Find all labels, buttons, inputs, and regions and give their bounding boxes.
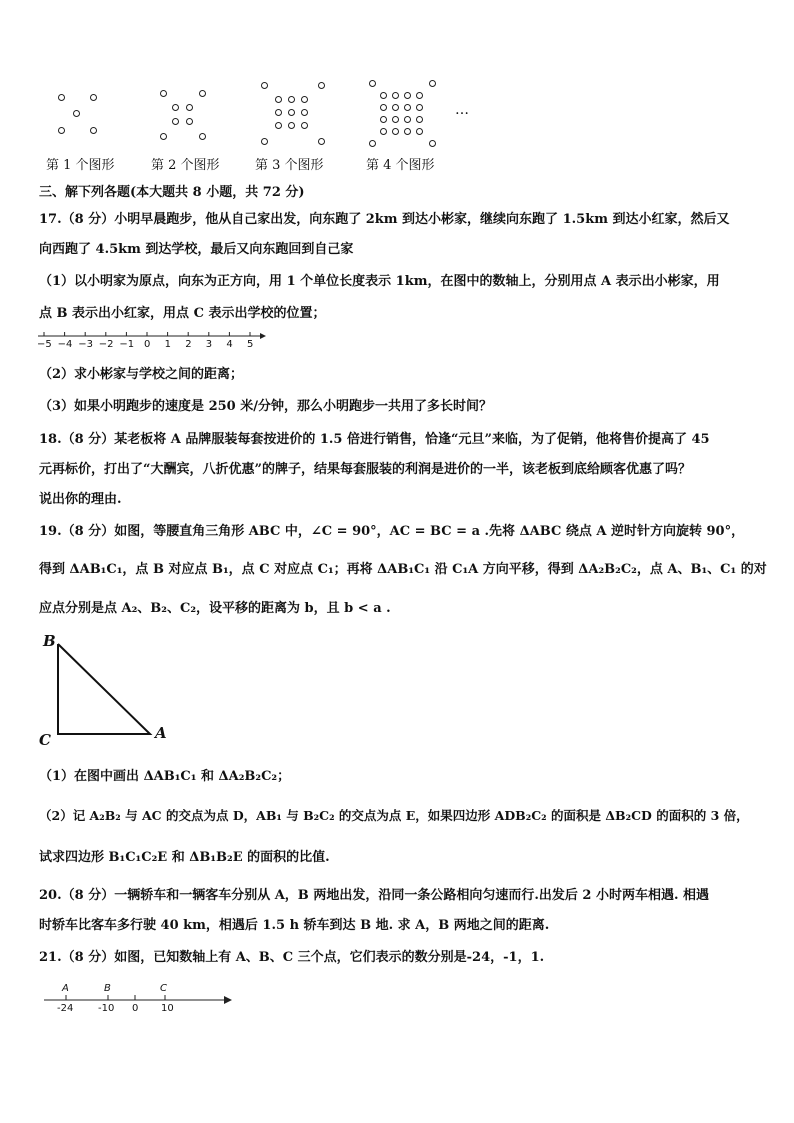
q21-point-a-label: A [62,983,69,994]
dot [404,116,411,123]
dot [404,104,411,111]
dot [58,127,65,134]
q21-line-1: 21.（8 分）如图，已知数轴上有 A、B、C 三个点，它们表示的数分别是-24，-1，1. [39,950,545,965]
section-title: 三、解下列各题(本大题共 8 小题，共 72 分) [39,185,305,200]
dot [392,116,399,123]
q20-line-2: 时轿车比客车多行驶 40 km，相遇后 1.5 h 轿车到达 B 地. 求 A，B 两地之间的距离. [39,918,550,933]
dot [416,128,423,135]
figure-caption-4: 第 4 个图形 [366,158,435,173]
q21-axis-number: -24 [57,1003,74,1014]
triangle-vertex-a: A [155,724,167,742]
dot [429,80,436,87]
q18-line-1: 18.（8 分）某老板将 A 品牌服装每套按进价的 1.5 倍进行销售，恰逢“元旦”来临，为了促销，他将售价提高了 45 [39,432,710,447]
tick-label: 5 [247,339,254,350]
dot [380,116,387,123]
q20-line-1: 20.（8 分）一辆轿车和一辆客车分别从 A，B 两地出发，沿同一条公路相向匀速而行.出发后 2 小时两车相遇. 相遇 [39,888,709,903]
dot [380,92,387,99]
dot [160,133,167,140]
q19-line-3: 应点分别是点 A₂、B₂、C₂，设平移的距离为 b，且 b < a . [39,601,391,616]
dot [73,110,80,117]
triangle-vertex-b: B [43,632,56,650]
tick-label: 3 [205,339,213,350]
q17-part3: （3）如果小明跑步的速度是 250 米/分钟，那么小明跑步一共用了多长时间？ [39,399,492,414]
dot [172,104,179,111]
dot [275,109,282,116]
q19-part1: （1）在图中画出 ΔAB₁C₁ 和 ΔA₂B₂C₂； [39,769,291,784]
dot [160,90,167,97]
dot [392,92,399,99]
dot [199,133,206,140]
dot [416,116,423,123]
dot [275,122,282,129]
dot [288,96,295,103]
q17-part2: （2）求小彬家与学校之间的距离； [39,367,244,382]
tick-label: −5 [37,339,52,350]
tick-label: 4 [226,339,233,350]
q21-point-b-label: B [104,983,111,994]
q17-stem-line-1: 17.（8 分）小明早晨跑步，他从自己家出发，向东跑了 2km 到达小彬家，继续向东跑了 1.5km 到达小红家，然后又 [39,212,730,227]
q21-axis-number: 10 [161,1003,174,1014]
q17-stem-line-2: 向西跑了 4.5km 到达学校，最后又向东跑回到自己家 [39,242,354,257]
dot [301,109,308,116]
dot [275,96,282,103]
ellipsis: … [455,102,469,118]
q17-part1-line-2: 点 B 表示出小红家，用点 C 表示出学校的位置； [39,306,326,321]
dot [380,104,387,111]
dot [318,138,325,145]
dot [288,122,295,129]
dot [261,138,268,145]
dot [416,104,423,111]
tick-label: −4 [57,339,73,350]
tick-label: −1 [119,339,135,350]
dot [288,109,295,116]
dot [199,90,206,97]
figure-caption-1: 第 1 个图形 [46,158,115,173]
dot [90,127,97,134]
dot [416,92,423,99]
dot [261,82,268,89]
figure-caption-3: 第 3 个图形 [255,158,324,173]
q21-point-c-label: C [160,983,167,994]
dot [404,128,411,135]
dot [392,128,399,135]
dot [186,104,193,111]
tick-label: 1 [164,339,171,350]
dot [301,122,308,129]
q18-line-3: 说出你的理由. [39,492,122,507]
tick-label: 2 [185,339,192,350]
q19-part2-line-2: 试求四边形 B₁C₁C₂E 和 ΔB₁B₂E 的面积的比值. [39,850,330,865]
dot [301,96,308,103]
dot [380,128,387,135]
dot [186,118,193,125]
dot [318,82,325,89]
q17-part1-line-1: （1）以小明家为原点，向东为正方向，用 1 个单位长度表示 1km，在图中的数轴上，分别用点 A 表示出小彬家，用 [39,274,720,289]
q19-part2-line-1: （2）记 A₂B₂ 与 AC 的交点为点 D，AB₁ 与 B₂C₂ 的交点为点 E，如果四边形 ADB₂C₂ 的面积是 ΔB₂CD 的面积的 3 倍， [39,808,749,823]
dot [90,94,97,101]
q19-line-1: 19.（8 分）如图，等腰直角三角形 ABC 中，∠C = 90°，AC = BC = a .先将 ΔABC 绕点 A 逆时针方向旋转 90°， [39,524,745,539]
dot [172,118,179,125]
triangle-vertex-c: C [39,731,51,749]
q18-line-2: 元再标价，打出了“大酬宾，八折优惠”的牌子，结果每套服装的利润是进价的一半，该老板到底给顾客优惠了吗？ [39,462,691,477]
dot [392,104,399,111]
figure-caption-2: 第 2 个图形 [151,158,220,173]
tick-label: 0 [144,339,151,350]
q21-axis-number: 0 [132,1003,139,1014]
dot [404,92,411,99]
dot [58,94,65,101]
dot [429,140,436,147]
dot [369,80,376,87]
q19-line-2: 得到 ΔAB₁C₁，点 B 对应点 B₁，点 C 对应点 C₁；再将 ΔAB₁C₁ 沿 C₁A 方向平移，得到 ΔA₂B₂C₂，点 A、B₁、C₁ 的对 [39,562,767,577]
dot [369,140,376,147]
tick-label: −3 [78,339,93,350]
q21-axis-number: -10 [98,1003,115,1014]
tick-label: −2 [98,339,114,350]
